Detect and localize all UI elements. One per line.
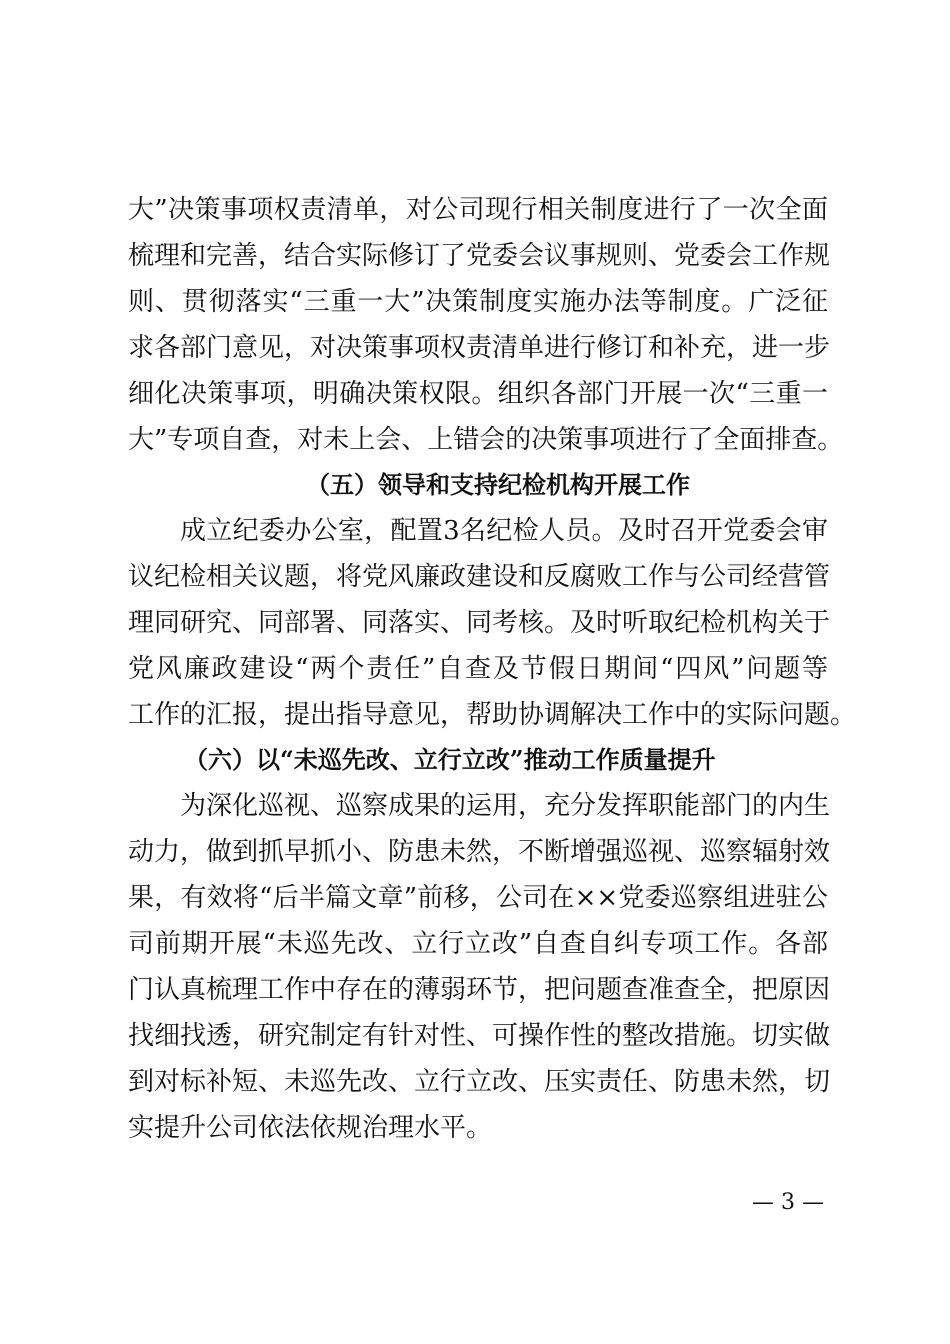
page-number: — 3 — <box>752 1190 824 1215</box>
paragraph-3-line-8: 实提升公司依法依规治理水平。 <box>128 1113 493 1143</box>
paragraph-3-line-5: 门认真梳理工作中存在的薄弱环节，把问题查准查全，把原因 <box>128 975 831 1005</box>
paragraph-3-line-6: 找细找透，研究制定有针对性、可操作性的整改措施。切实做 <box>128 1021 831 1051</box>
paragraph-3-line-7: 到对标补短、未巡先改、立行立改、压实责任、防患未然，切 <box>128 1067 831 1097</box>
section-heading-5-text: （五）领导和支持纪检机构开展工作 <box>306 470 690 499</box>
paragraph-3-line-4: 司前期开展“未巡先改、立行立改”自查自纠专项工作。各部 <box>128 929 828 959</box>
paragraph-1-line-5: 细化决策事项，明确决策权限。组织各部门开展一次“三重一 <box>128 379 828 409</box>
section-heading-5 <box>0 467 950 503</box>
section-heading-6-text: （六）以“未巡先改、立行立改”推动工作质量提升 <box>184 745 716 774</box>
section-heading-6 <box>0 742 950 778</box>
paragraph-2-line-3: 理同研究、同部署、同落实、同考核。及时听取纪检机构关于 <box>128 608 831 638</box>
paragraph-3-line-2: 动力，做到抓早抓小、防患未然，不断增强巡视、巡察辐射效 <box>128 837 831 867</box>
paragraph-1-line-3: 则、贯彻落实“三重一大”决策制度实施办法等制度。广泛征 <box>128 287 828 317</box>
paragraph-1-line-2: 梳理和完善，结合实际修订了党委会议事规则、党委会工作规 <box>128 241 831 271</box>
paragraph-1-line-6: 大”专项自查，对未上会、上错会的决策事项进行了全面排查。 <box>128 425 844 455</box>
paragraph-2-line-1: 成立纪委办公室，配置3名纪检人员。及时召开党委会审 <box>180 516 828 546</box>
paragraph-2-line-5: 工作的汇报，提出指导意见，帮助协调解决工作中的实际问题。 <box>128 700 857 730</box>
paragraph-2-line-4: 党风廉政建设“两个责任”自查及节假日期间“四风”问题等 <box>128 654 828 684</box>
paragraph-1-line-1: 大”决策事项权责清单，对公司现行相关制度进行了一次全面 <box>128 195 828 225</box>
paragraph-2-line-2: 议纪检相关议题，将党风廉政建设和反腐败工作与公司经营管 <box>128 562 831 592</box>
paragraph-1-line-4: 求各部门意见，对决策事项权责清单进行修订和补充，进一步 <box>128 333 831 363</box>
paragraph-3-line-1: 为深化巡视、巡察成果的运用，充分发挥职能部门的内生 <box>180 791 831 821</box>
paragraph-3-line-3: 果，有效将“后半篇文章”前移，公司在××党委巡察组进驻公 <box>128 883 828 913</box>
